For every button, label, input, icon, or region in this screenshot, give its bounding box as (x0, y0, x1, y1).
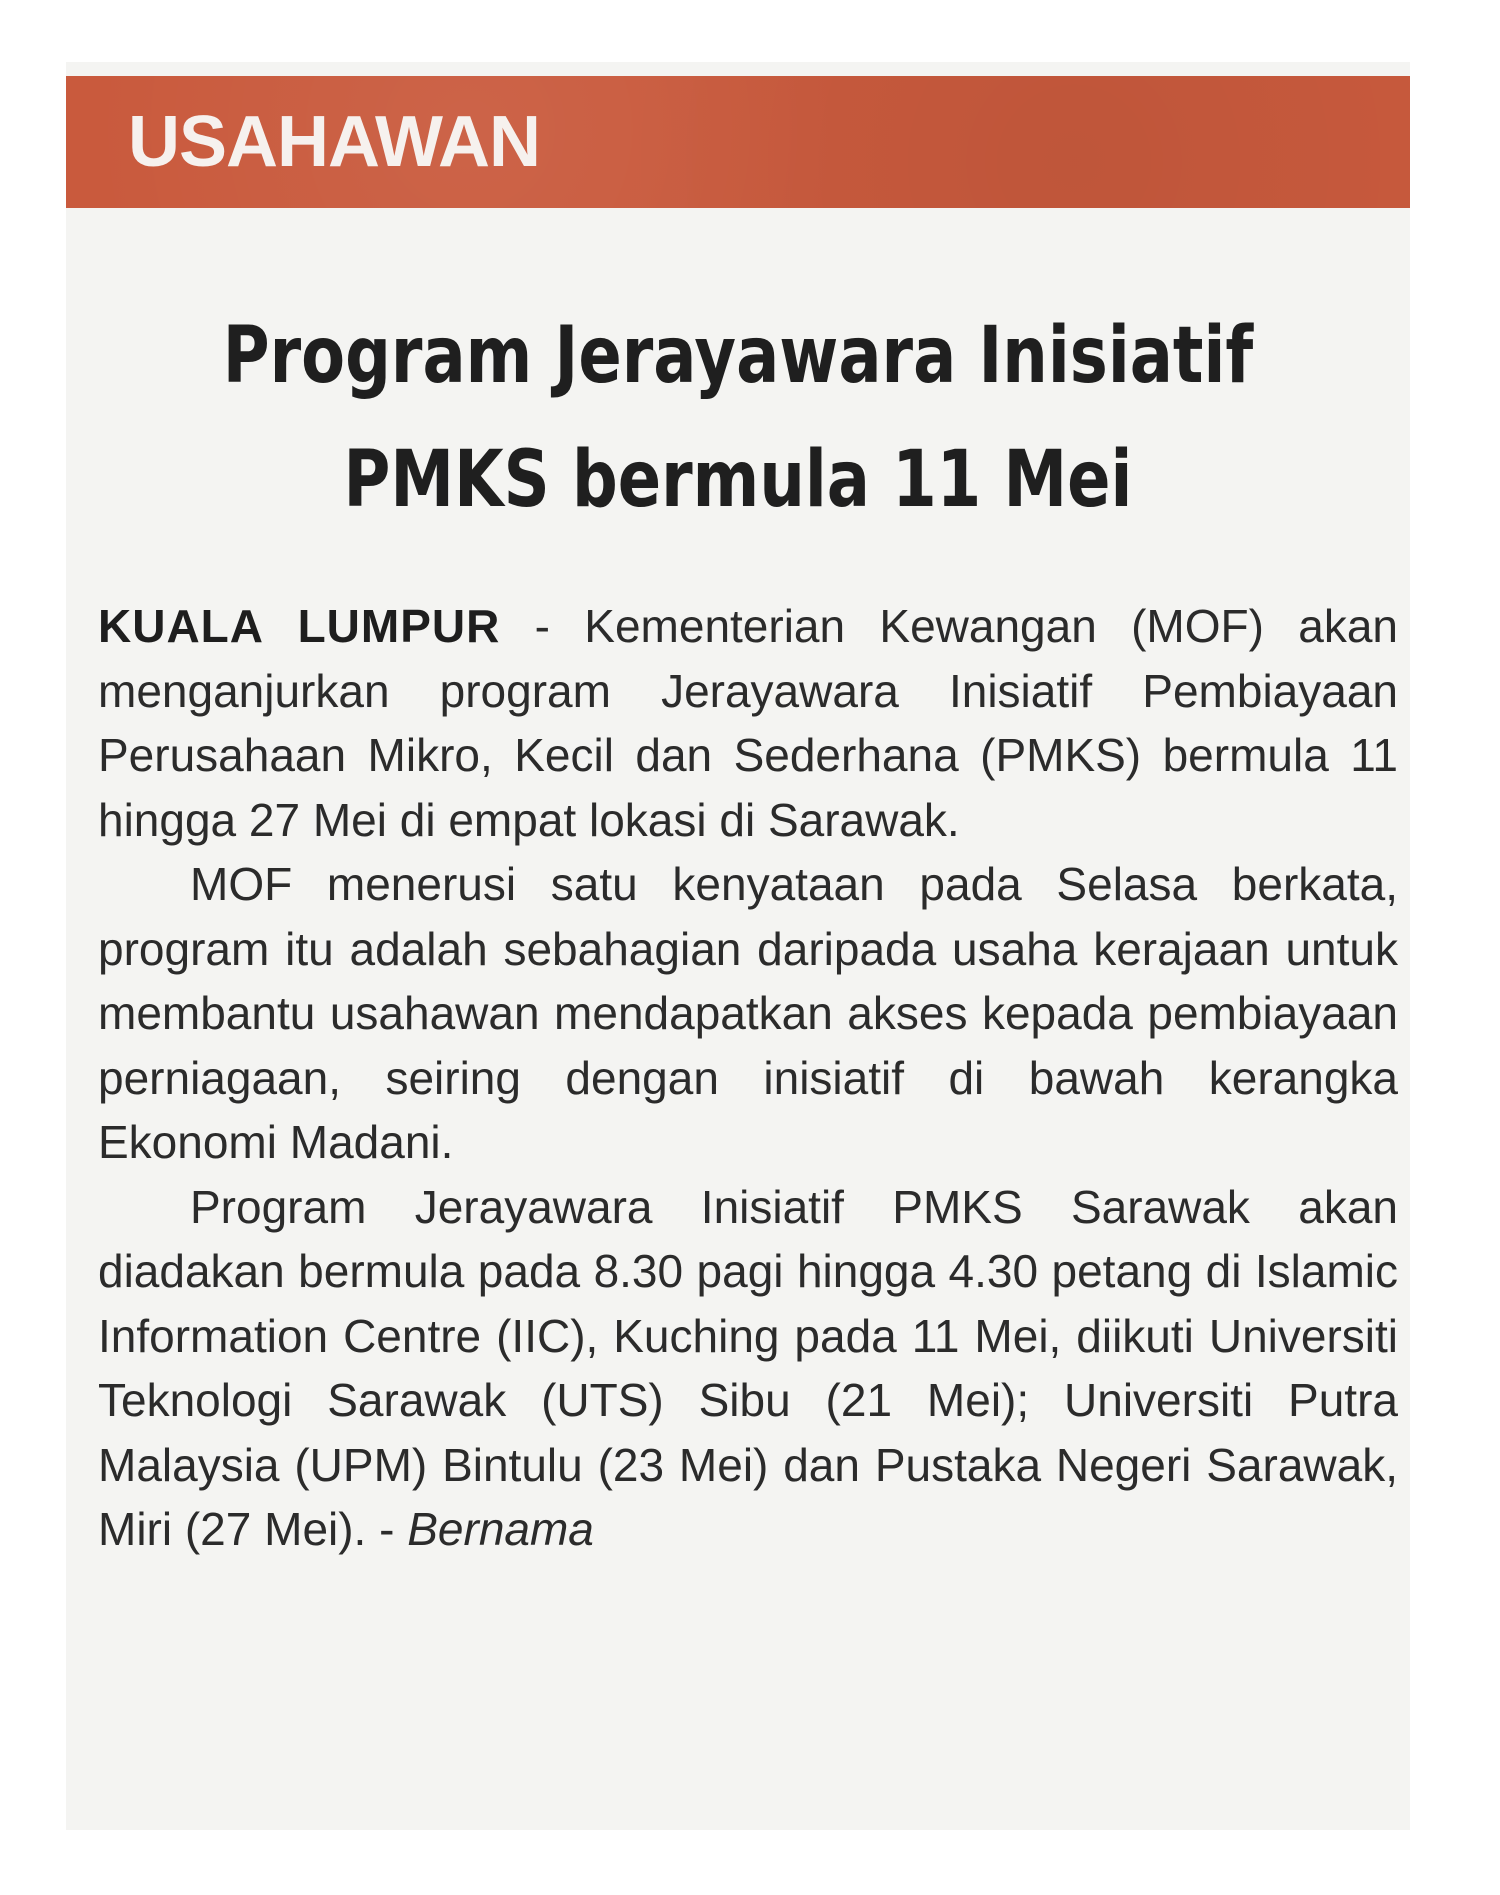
source-separator: - (366, 1503, 408, 1555)
paragraph-1-text: Kementerian Kewangan (MOF) akan menganjurkan program Jerayawara Inisiatif Pembiayaan Perusahaan Mikro, Kecil dan Sederhana (PMKS) bermula 11 hingga 27 Mei di empat lokasi di Sarawak. (98, 600, 1398, 846)
article-headline (187, 294, 1289, 542)
dateline-separator: - (500, 600, 585, 652)
headline-line-2: PMKS bermula 11 Mei (343, 435, 1133, 525)
source-credit: Bernama (407, 1503, 594, 1555)
paragraph-3-text: Program Jerayawara Inisiatif PMKS Sarawak akan diadakan bermula pada 8.30 pagi hingga 4.30 petang di Islamic Information Centre (IIC), Kuching pada 11 Mei, diikuti Universiti Teknologi Sarawak (UTS) Sibu (21 Mei); Universiti Putra Malaysia (UPM) Bintulu (23 Mei) dan Pustaka Negeri Sarawak, Miri (27 Mei). (98, 1180, 1398, 1555)
paragraph-1 (98, 594, 1398, 852)
newspaper-clipping (66, 62, 1410, 1830)
paragraph-2: MOF menerusi satu kenyataan pada Selasa berkata, program itu adalah sebahagian daripada usaha kerajaan untuk membantu usahawan mendapatkan akses kepada pembiayaan perniagaan, seiring dengan inisiatif di bawah kerangka Ekonomi Madani. (98, 858, 1398, 1168)
dateline: KUALA LUMPUR (98, 600, 501, 652)
section-label: USAHAWAN (128, 102, 541, 182)
paragraph-3 (98, 1175, 1398, 1562)
article-body (98, 594, 1398, 1562)
section-banner (66, 76, 1410, 208)
headline-line-1: Program Jerayawara Inisiatif (222, 311, 1254, 401)
